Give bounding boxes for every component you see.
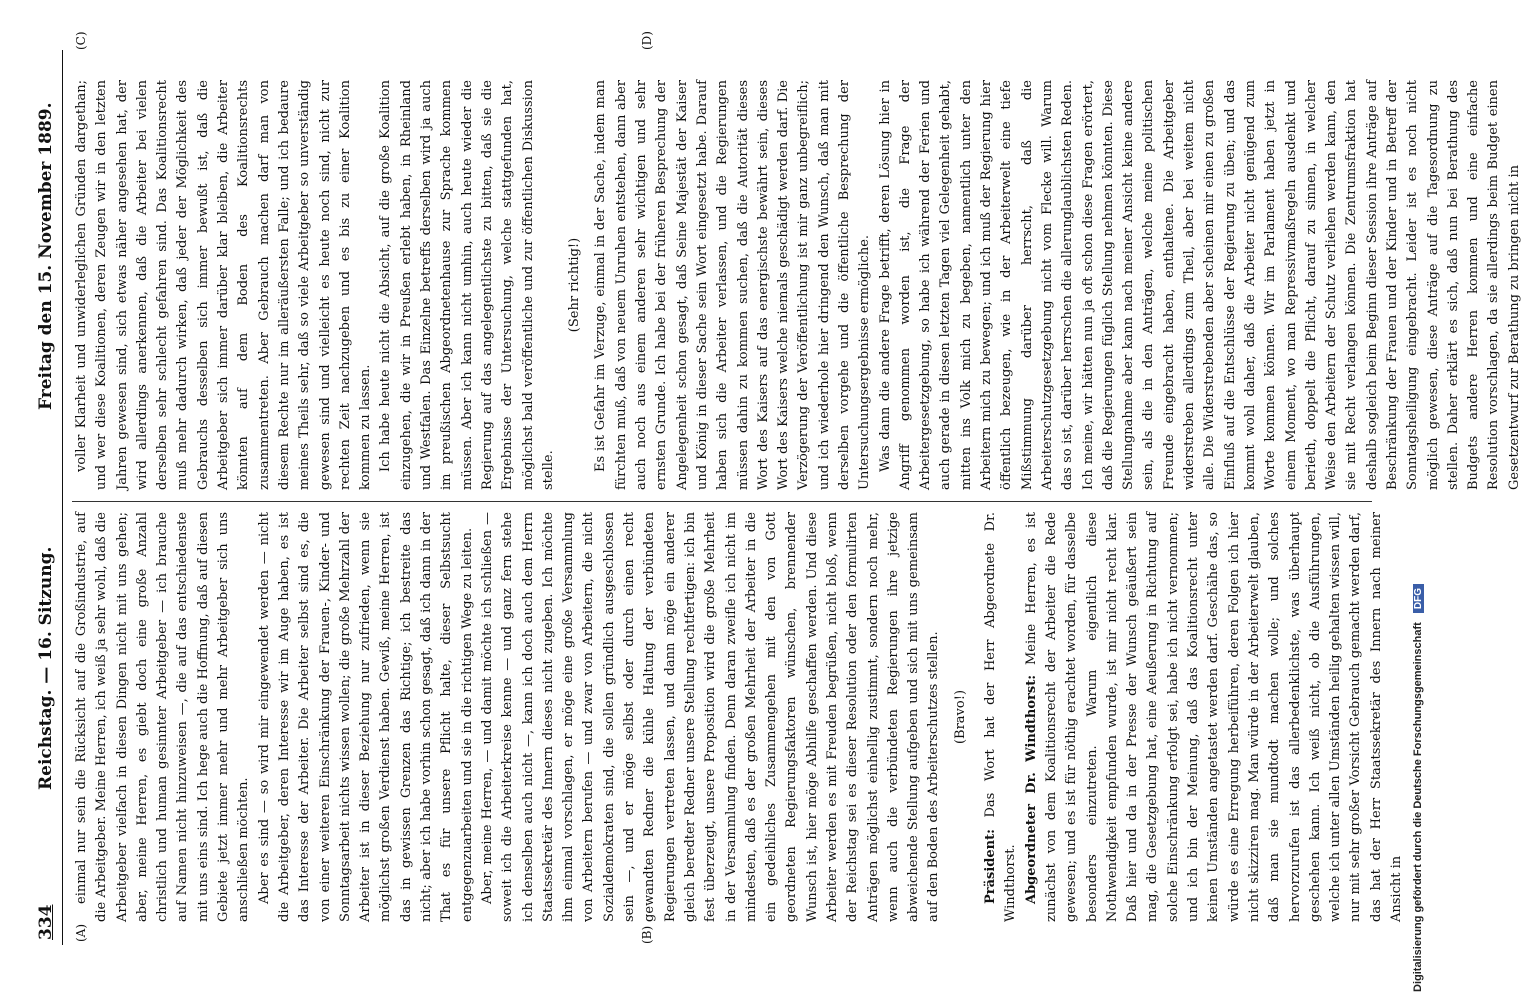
body-paragraph: Ich habe heute nicht die Absicht, auf die große Koalition einzugehen, die wir in Preußen erlebt haben, in Rheinland und Westfalen. Das Einzelne betreffs derselben wird ja auch im preußischen Abgeordnetenhause zur Sprache kommen müssen. Aber ich kann nicht umhin, auch heute wieder die Regierung auf das angelegentlichste zu bitten, daß sie die Ergebnisse der Untersuchung, welche stattgefunden hat, möglichst bald veröffentliche und zur öffentlichen Diskussion stelle. [378, 80, 556, 490]
interjection: (Sehr richtig!) [567, 237, 583, 333]
speaker-name: Präsident: [983, 829, 999, 904]
left-text-column [72, 511, 1404, 922]
right-text-column [72, 80, 1522, 490]
column-divider [72, 501, 1372, 502]
speaker-name: Abgeordneter Dr. Windthorst: [1023, 674, 1039, 904]
speech-paragraph [1022, 512, 1408, 922]
digitization-note [1412, 12, 1424, 992]
margin-marker-b: (B) [640, 925, 654, 944]
body-paragraph: voller Klarheit und unwiderleglichen Gründen dargethan; und wer diese Koalitionen, deren Zeugen wir in den letzten Jahren gewesen sind, sich etwas näher angesehen hat, der wird allerdings anerkennen, daß die Arbeiter bei vielen derselben sehr schlecht gefahren sind. Das Koalitionsrecht muß mehr dadurch wirken, daß jeder der Möglichkeit des Gebrauchs desselben sich immer bewußt ist, daß die Arbeitgeber sich immer darüber klar bleiben, die Arbeiter könnten auf dem Boden des Koalitionsrechts zusammentreten. Aber Gebrauch machen darf man von diesem Rechte nur im alleräußersten Falle; und ich bedaure meines Theils sehr, daß so viele Arbeitgeber so unverständig gewesen sind und vielleicht es heute noch sind, nicht zur rechten Zeit nachzugeben und es bis zu einer Koalition kommen zu lassen. [74, 80, 374, 490]
header-rule [62, 50, 63, 945]
speech-text: Das Wort hat der Herr Abgeordnete Dr. Windthorst. [983, 512, 1019, 922]
body-paragraph: Aber, meine Herren, — und damit möchte ich schließen — soweit ich die Arbeiterkreise kenne — und ganz fern stehe ich denselben auch nicht —, kann ich doch auch dem Herrn Staatssekretär des Innern dieses nicht zugeben. Ich möchte ihm einmal vorschlagen, er möge eine große Versammlung von Arbeitern berufen — und zwar von Arbeitern, die nicht Sozialdemokraten sind, die sollen gründlich ausgeschlossen sein —, und er möge selbst oder durch einen recht gewandten Redner die kühle Haltung der verbündeten Regierungen vertreten lassen, und dann möge ein anderer gleich beredter Redner unsere Stellung rechtfertigen: ich bin fest überzeugt, unsere Proposition wird die große Mehrheit in der Versammlung finden. Denn daran zweifle ich nicht im mindesten, daß es der großen Mehrheit der Arbeiter in die ein gedeihliches Zusammengehen mit den von Gott geordneten Regierungsfaktoren wünschen, brennender Wunsch ist, hier möge Abhilfe geschaffen werden. Und diese Arbeiter werden es mit Freuden begrüßen, nicht bloß, wenn der Reichstag sei es dieser Resolution oder den formulirten Anträgen möglichst einhellig zustimmt, sondern noch mehr, wenn auch die verbündeten Regierungen ihre jetzige abweichende Stellung aufgeben und sich mit uns gemeinsam auf den Boden des Arbeiterschutzes stellen. [479, 512, 942, 922]
page-header [28, 60, 64, 940]
margin-marker-d: (D) [640, 31, 654, 50]
margin-marker-a: (A) [74, 923, 88, 942]
running-head-right: Freitag den 15. November 1889. [36, 102, 56, 410]
margin-marker-c: (C) [74, 31, 88, 50]
body-paragraph: Aber es sind — so wird mir eingewendet werden — nicht die Arbeitgeber, deren Interesse wir im Auge haben, es ist das Interesse der Arbeiter. Die Arbeiter selbst sind es, die von einer weiteren Einschränkung der Frauen-, Kinder- und Sonntagsarbeit nichts wissen wollen; die große Mehrzahl der Arbeiter ist in dieser Beziehung nur zufrieden, wenn sie möglichst großen Verdienst haben. Gewiß, meine Herren, ist das in gewissen Grenzen das Richtige; ich bestreite das nicht; aber ich habe vorhin schon gesagt, daß ich dann in der That es für unsere Pflicht halte, dieser Selbstsucht entgegenzuarbeiten und sie in die richtigen Wege zu leiten. [256, 512, 475, 922]
body-paragraph: Es ist Gefahr im Verzuge, einmal in der Sache, indem man fürchten muß, daß von neuem Unruhen entstehen, dann aber auch noch aus einem anderen sehr wichtigen und sehr ernsten Grunde. Ich habe bei der früheren Besprechung der Angelegenheit schon gesagt, daß Seine Majestät der Kaiser und König in dieser Sache sein Wort eingesetzt habe. Darauf haben sich die Arbeiter verlassen, und die Regierungen müssen dahin zu kommen suchen, daß die Autorität dieses Wort des Kaisers auf das energischste bewährt sein, dieses Wort des Kaisers welche niemals geschädigt werden darf. Die Verzögerung der Veröffentlichung ist mir ganz unbegreiflich; und ich wiederhole hier dringend den Wunsch, daß man mit derselben vorgehe und die öffentliche Besprechung der Untersuchungsergebnisse ermögliche. [593, 80, 873, 490]
body-paragraph: Was dann die andere Frage betrifft, deren Lösung hier in Angriff genommen worden ist, die Frage der Arbeitergesetzgebung, so habe ich während der Ferien und auch gerade in diesen letzten Tagen viel Gelegenheit gehabt, mitten ins Volk mich zu begeben, namentlich unter den Arbeitern mich zu bewegen; und ich muß der Regierung hier öffentlich bezeugen, wie in der Arbeiterwelt eine tiefe Mißstimmung darüber herrscht, daß die Arbeiterschutzgesetzgebung nicht vom Flecke will. Warum das so ist, darüber herrschen die allerunglaublichsten Reden. Ich meine, wir hätten nun ja oft schon diese Fragen erörtert, daß die Regierungen füglich Stellung nehmen könnten. Diese Stellungnahme aber kann nach meiner Ansicht keine andere sein, als die in den Anträgen, welche meine politischen Freunde eingebracht haben, enthaltene. Die Arbeitgeber widerstreben allerdings zum Theil, aber bei weitem nicht alle. Die Widerstrebenden aber scheinen mir einen zu großen Einfluß auf die Entschlüsse der Regierung zu üben; und das kommt wohl daher, daß die Arbeiter nicht genügend zum Worte kommen können. Wir im Parlament haben jetzt in einem Moment, wo man Repressivmaßregeln ausdenkt und berieth, doppelt die Pflicht, darauf zu sinnen, in welcher Weise den Arbeitern der Schutz verliehen werden kann, den sie mit Recht verlangen können. Die Zentrumsfraktion hat deshalb sogleich beim Beginn dieser Session ihre Anträge auf Beschränkung der Frauen und der Kinder und in Betreff der Sonntagsheiligung eingebracht. Leider ist es noch nicht möglich gewesen, diese Anträge auf die Tagesordnung zu stellen. Daher erklärt es sich, daß nun bei Berathung des Budgets andere Herren kommen und eine einfache Resolution vorschlagen, da sie allerdings beim Budget einen Gesetzentwurf zur Berathung zu bringen nicht in [877, 80, 1522, 490]
interjection: (Bravo!) [952, 689, 968, 745]
page-number: 334 [36, 904, 56, 940]
body-paragraph: einmal nur sein die Rücksicht auf die Großindustrie, auf die Arbeitgeber. Meine Herren, ich weiß ja sehr wohl, daß die Arbeitgeber vielfach in diesen Dingen nicht mit uns gehen; aber, meine Herren, es giebt doch eine große Anzahl christlich und human gesinnter Arbeitgeber — ich brauche auf Namen nicht hinzuweisen —, die auf das entschiedenste mit uns eins sind. Ich hege auch die Hoffnung, daß auf diesen Gebiete jetzt immer mehr und mehr Arbeitgeber sich uns anschließen möchten. [74, 512, 252, 922]
dfg-logo: DFG [1413, 584, 1424, 613]
speech-text: Meine Herren, es ist zunächst von dem Koalitionsrecht der Arbeiter die Rede gewesen; und es ist für nöthig erachtet worden, für dasselbe besonders einzutreten. Warum eigentlich diese Nothwendigkeit empfunden wurde, ist mir nicht recht klar. Daß hier und da in der Presse der Wunsch geäußert sein mag, die Gesetzgebung hat, eine Aeußerung in Richtung auf solche Einschränkung erfolgt sei, habe ich nicht vernommen; und ich bin der Meinung, daß das Koalitionsrecht unter keinen Umständen angetastet werden darf. Geschähe das, so würde es eine Erregung herbeiführen, deren Folgen ich hier nicht skizziren mag. Man würde in der Arbeiterwelt glauben, daß man sie mundtodt machen wolle; und solches hervorzurufen ist das allerbedenklichste, was überhaupt geschehen kann. Ich weiß nicht, ob die Ausführungen, welche ich unter allen Umständen heilig gehalten wissen will, nur mit sehr großer Vorsicht Gebrauch gemacht werden darf, das hat der Herr Staatssekretär des Innern nach meiner Ansicht in [1023, 511, 1404, 922]
president-remark [981, 512, 1022, 922]
digitization-note-text: Digitalisierung gefördert durch die Deutsche Forschungsgemeinschaft [1412, 622, 1424, 992]
running-head-left: Reichstag. — 16. Sitzung. [36, 546, 56, 790]
